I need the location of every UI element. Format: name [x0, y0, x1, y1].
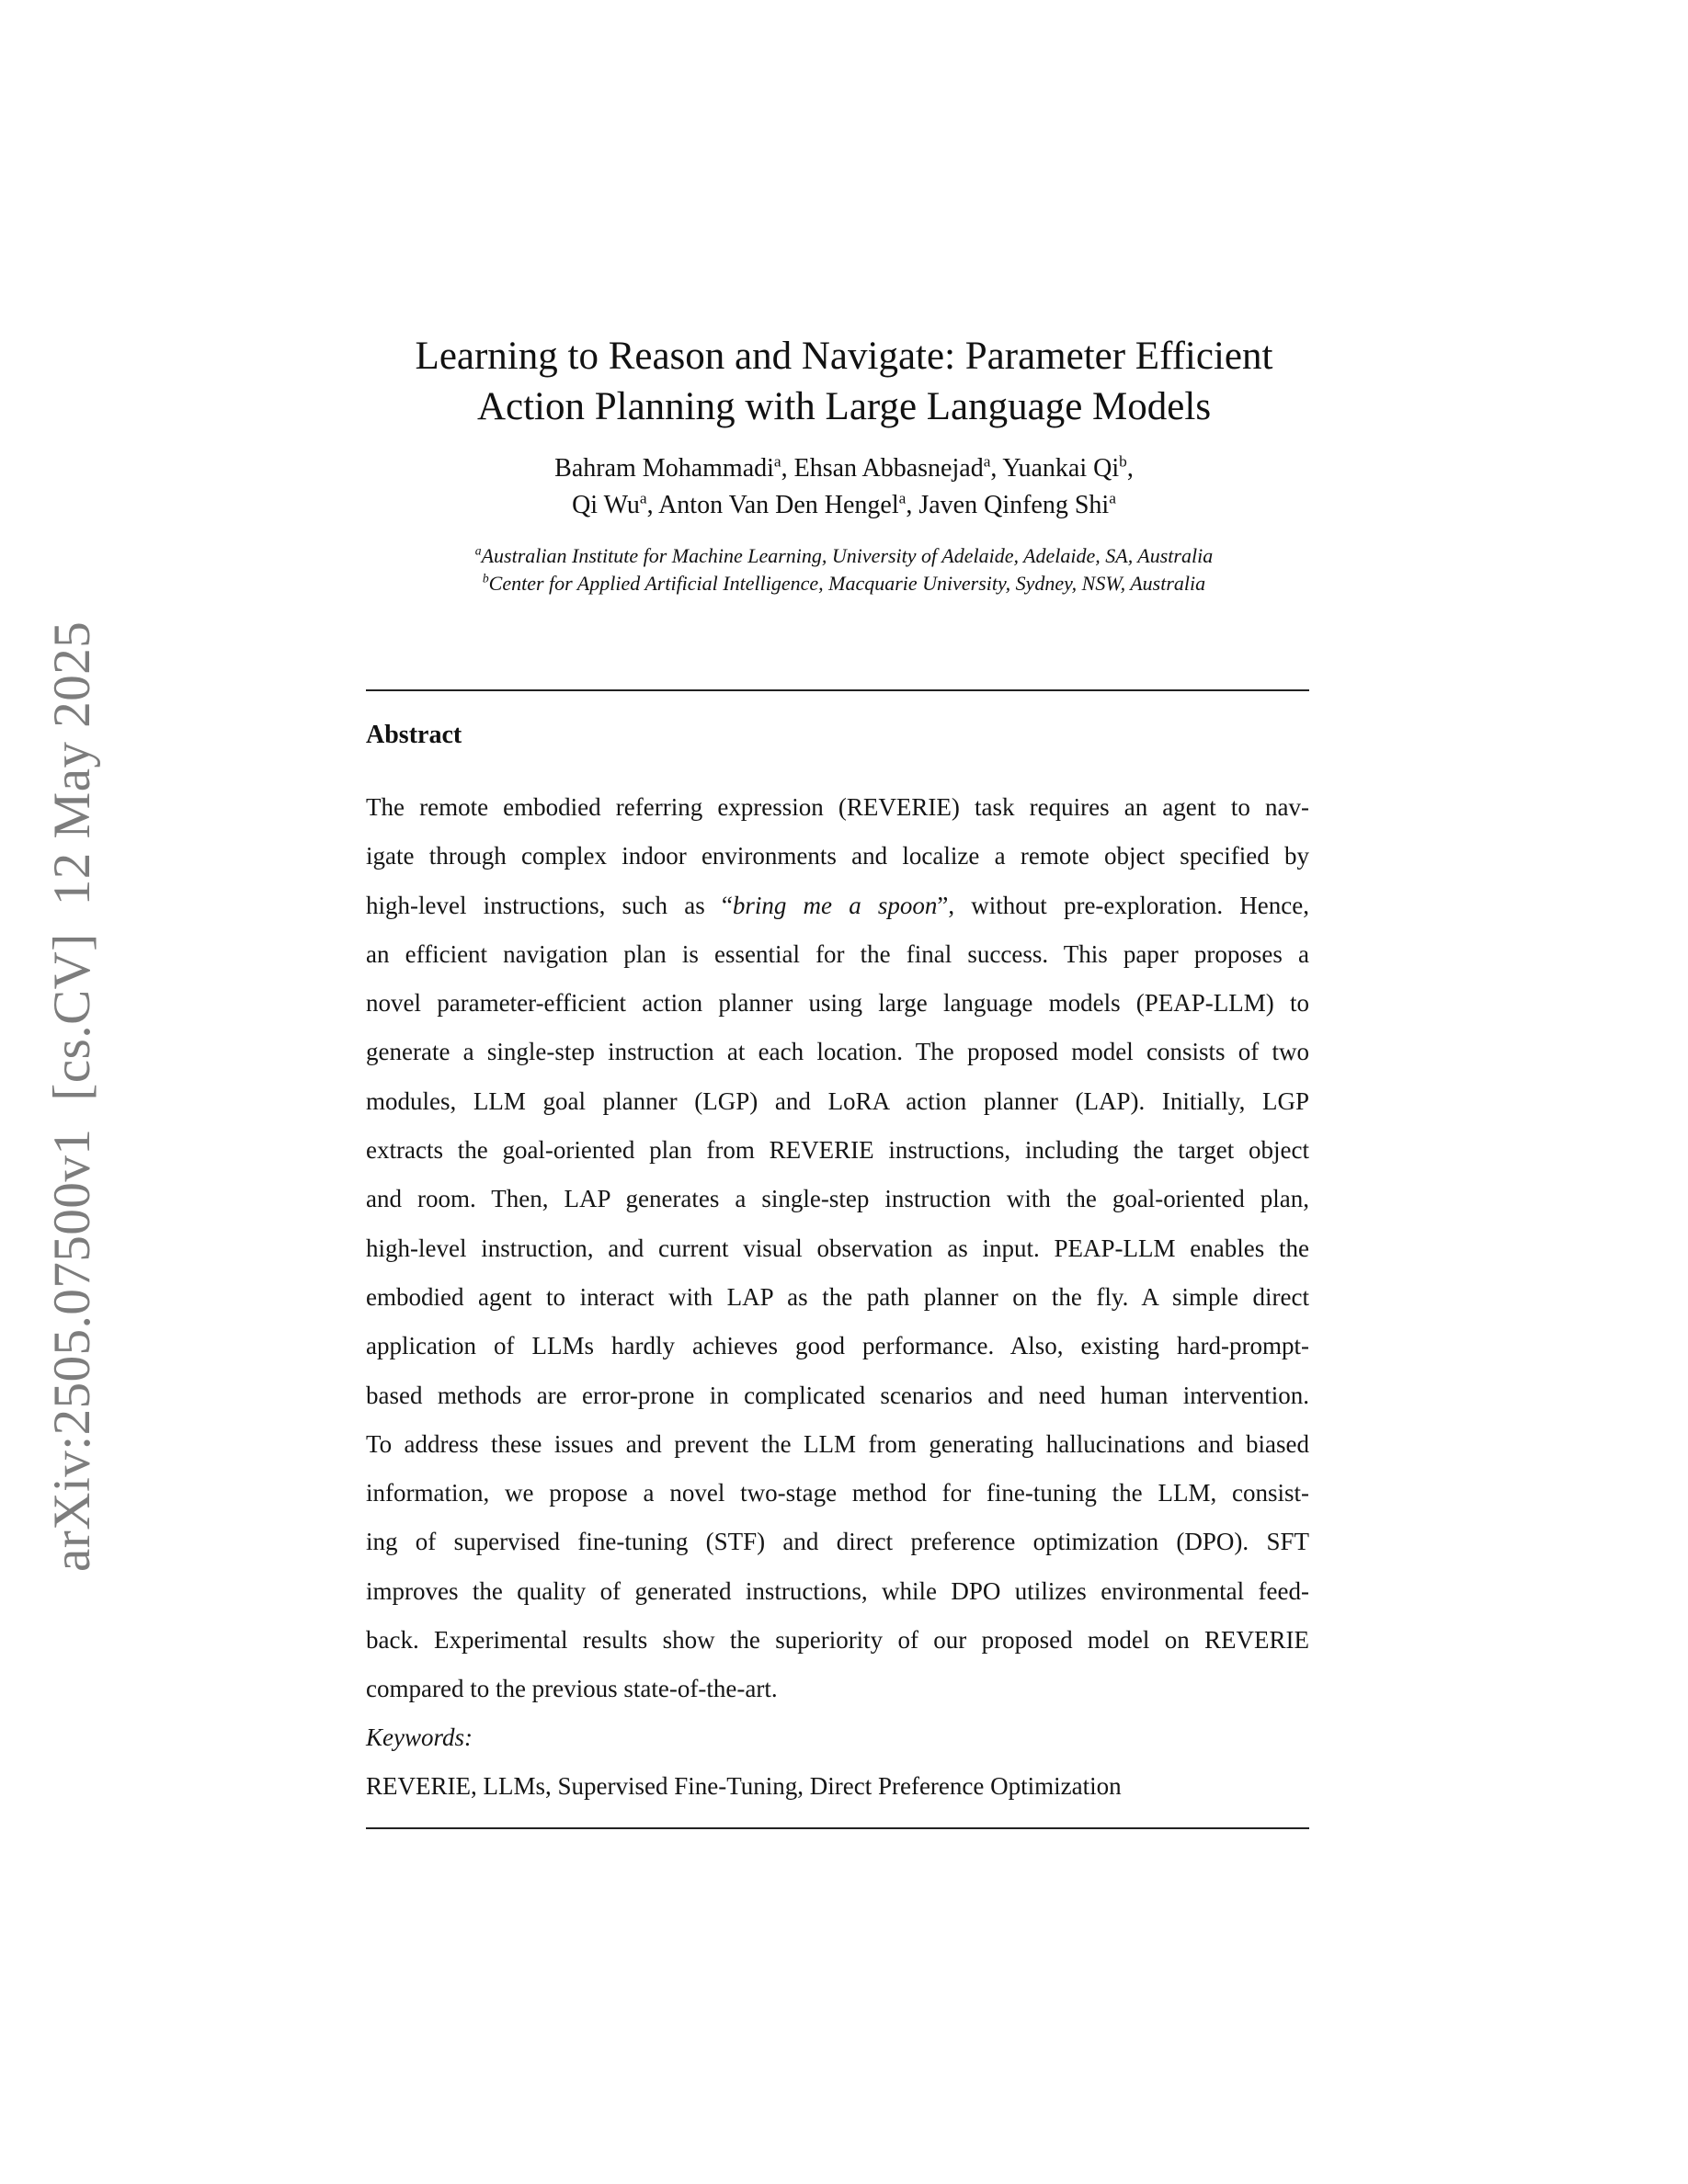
affiliation-text: Australian Institute for Machine Learning, University of Adelaide, Adelaide, SA, Australia: [481, 544, 1214, 567]
author-affiliation-mark: a: [1109, 489, 1116, 507]
paper-title: [276, 331, 1412, 432]
author-affiliation-mark: b: [1119, 452, 1127, 471]
arxiv-id: arXiv:2505.07500v1: [43, 1128, 101, 1572]
abstract-line: high-level instruction, and current visual observation as input. PEAP-LLM enables the: [366, 1234, 1309, 1262]
arxiv-stamp: [43, 620, 101, 1572]
abstract-line: compared to the previous state-of-the-art.: [366, 1675, 778, 1703]
author-name: Bahram Mohammadi: [554, 454, 774, 483]
arxiv-category: [cs.CV]: [43, 933, 101, 1101]
author-affiliation-mark: a: [773, 452, 781, 471]
keywords-label: Keywords:: [366, 1723, 473, 1751]
affiliation-text: Center for Applied Artificial Intelligence, Macquarie University, Sydney, NSW, Australia: [488, 572, 1206, 595]
author-name: Ehsan Abbasnejad: [793, 454, 984, 483]
author-affiliation-mark: a: [983, 452, 991, 471]
abstract-italic-phrase: bring me a spoon: [732, 891, 938, 919]
author-separator: ,: [1126, 454, 1134, 483]
keywords-value: REVERIE, LLMs, Supervised Fine-Tuning, Direct Preference Optimization: [366, 1772, 1122, 1800]
abstract-line: back. Experimental results show the superiority of our proposed model on REVERIE: [366, 1626, 1309, 1655]
abstract-line: novel parameter-efficient action planner using large language models (PEAP-LLM) to: [366, 989, 1309, 1018]
abstract-body: [366, 783, 1309, 1714]
author-name: Yuankai Qi: [1002, 454, 1120, 483]
author-name: Qi Wu: [572, 491, 640, 519]
abstract-bottom-rule: [366, 1827, 1309, 1829]
abstract-line: modules, LLM goal planner (LGP) and LoRA action planner (LAP). Initially, LGP: [366, 1086, 1309, 1115]
abstract-top-rule: [366, 689, 1309, 691]
affiliation-mark: b: [482, 571, 489, 586]
affiliation-list: [276, 542, 1412, 597]
author-separator: ,: [646, 491, 659, 519]
abstract-line: embodied agent to interact with LAP as the path planner on the fly. A simple direct: [366, 1282, 1309, 1311]
title-line-2: Action Planning with Large Language Models: [476, 385, 1212, 428]
abstract-line: an efficient navigation plan is essential for the final success. This paper proposes a: [366, 939, 1309, 968]
author-line-1: [276, 450, 1412, 487]
author-separator: ,: [781, 454, 794, 483]
abstract-line: and room. Then, LAP generates a single-step instruction with the goal-oriented plan,: [366, 1185, 1309, 1213]
abstract-line: information, we propose a novel two-stage method for fine-tuning the LLM, consist-: [366, 1479, 1309, 1507]
author-line-2: [276, 487, 1412, 524]
author-name: Anton Van Den Hengel: [658, 491, 899, 519]
affiliation-item: [276, 542, 1412, 570]
abstract-line: extracts the goal-oriented plan from REVERIE instructions, including the target object: [366, 1136, 1309, 1165]
abstract-line: To address these issues and prevent the LLM from generating hallucinations and biased: [366, 1429, 1309, 1458]
abstract-line: high-level instructions, such as “bring me a spoon”, without pre-exploration. Hence,: [366, 891, 1309, 919]
affiliation-item: [276, 570, 1412, 597]
author-separator: ,: [906, 491, 919, 519]
arxiv-date: 12 May 2025: [43, 620, 101, 906]
abstract-line: generate a single-step instruction at each location. The proposed model consists of two: [366, 1038, 1309, 1066]
author-affiliation-mark: a: [898, 489, 907, 507]
abstract-line: improves the quality of generated instructions, while DPO utilizes environmental feed-: [366, 1576, 1309, 1605]
abstract-line: igate through complex indoor environments and localize a remote object specified by: [366, 842, 1309, 870]
abstract-line: The remote embodied referring expression (REVERIE) task requires an agent to nav-: [366, 793, 1309, 821]
author-list: [276, 450, 1412, 524]
title-line-1: Learning to Reason and Navigate: Parameter Efficient: [415, 335, 1273, 378]
affiliation-mark: a: [474, 543, 482, 558]
author-separator: ,: [990, 454, 1003, 483]
abstract-line: application of LLMs hardly achieves good performance. Also, existing hard-prompt-: [366, 1332, 1309, 1360]
author-name: Javen Qinfeng Shi: [918, 491, 1110, 519]
abstract-line: based methods are error-prone in complicated scenarios and need human intervention.: [366, 1381, 1309, 1409]
abstract-heading: Abstract: [366, 721, 462, 749]
author-affiliation-mark: a: [639, 489, 647, 507]
abstract-line: ing of supervised fine-tuning (STF) and direct preference optimization (DPO). SFT: [366, 1528, 1309, 1556]
